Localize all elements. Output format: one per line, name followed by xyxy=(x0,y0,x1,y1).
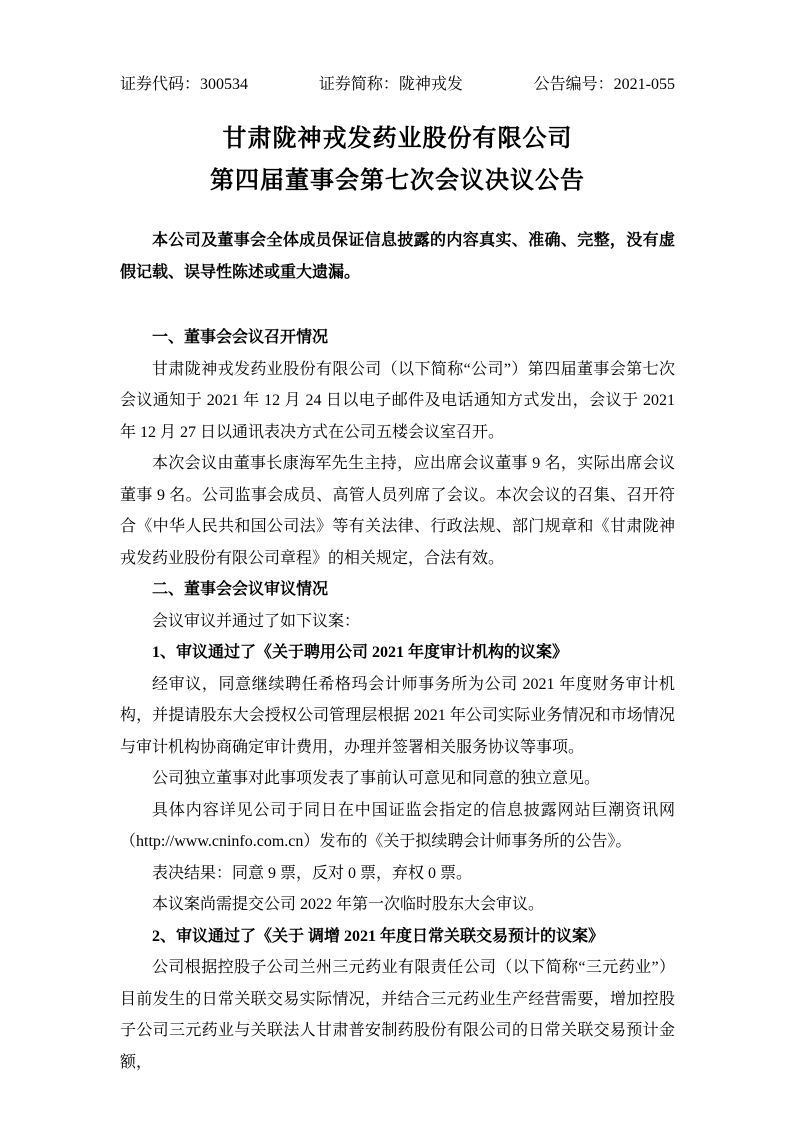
disclaimer-statement: 本公司及董事会全体成员保证信息披露的内容真实、准确、完整，没有虚假记载、误导性陈述或重大遗漏。 xyxy=(120,232,675,281)
announcement-number: 公告编号：2021-055 xyxy=(533,76,675,93)
section-2-heading: 二、董事会会议审议情况 xyxy=(152,581,329,598)
resolution-1-note: 本议案尚需提交公司 2022 年第一次临时股东大会审议。 xyxy=(152,896,545,913)
resolution-1-vote-result: 表决结果：同意 9 票，反对 0 票，弃权 0 票。 xyxy=(152,864,473,882)
section-1-paragraph-1: 甘肃陇神戎发药业股份有限公司（以下简称“公司”）第四届董事会第七次会议通知于 2021 年 12 月 24 日以电子邮件及电话通知方式发出，会议于 2021 年 12 月 27 日以通讯表决方式在公司五楼会议室召开。 xyxy=(120,360,675,441)
stock-code: 证券代码：300534 xyxy=(120,76,249,93)
resolution-2-paragraph-1: 公司根据控股子公司兰州三元药业有限责任公司（以下简称“三元药业”）目前发生的日常关联交易实际情况，并结合三元药业生产经营需要，增加控股子公司三元药业与关联法人甘肃普安制药股份有限公司的日常关联交易预计金额， xyxy=(120,959,675,1071)
resolution-1-paragraph-2: 公司独立董事对此事项发表了事前认可意见和同意的独立意见。 xyxy=(152,770,601,787)
section-2-intro: 会议审议并通过了如下议案： xyxy=(152,612,361,630)
company-name-title: 甘肃陇神戎发药业股份有限公司 xyxy=(222,126,573,152)
section-1-heading: 一、董事会会议召开情况 xyxy=(152,329,329,346)
resolution-1-heading: 1、审议通过了《关于聘用公司 2021 年度审计机构的议案》 xyxy=(152,644,569,661)
section-1-paragraph-2: 本次会议由董事长康海军先生主持，应出席会议董事 9 名，实际出席会议董事 9 名。公司监事会成员、高管人员列席了会议。本次会议的召集、召开符合《中华人民共和国公司法》等有关法律、行政法规、部门规章和《甘肃陇神戎发药业股份有限公司章程》的相关规定，合法有效。 xyxy=(120,455,675,567)
resolution-1-paragraph-1: 经审议，同意继续聘任希格玛会计师事务所为公司 2021 年度财务审计机构，并提请股东大会授权公司管理层根据 2021 年公司实际业务情况和市场情况与审计机构协商确定审计费用，办理并签署相关服务协议等事项。 xyxy=(120,675,675,756)
meeting-resolution-subtitle: 第四届董事会第七次会议决议公告 xyxy=(210,168,585,194)
resolution-2-heading: 2、审议通过了《关于 调增 2021 年度日常关联交易预计的议案》 xyxy=(152,927,605,945)
stock-short-name: 证券简称：陇神戎发 xyxy=(318,76,463,93)
document-title xyxy=(120,119,675,201)
document-body xyxy=(120,322,675,1078)
resolution-1-paragraph-3: 具体内容详见公司于同日在中国证监会指定的信息披露网站巨潮资讯网（http://www.cninfo.com.cn）发布的《关于拟续聘会计师事务所的公告》。 xyxy=(120,801,675,850)
document-header xyxy=(120,75,675,95)
